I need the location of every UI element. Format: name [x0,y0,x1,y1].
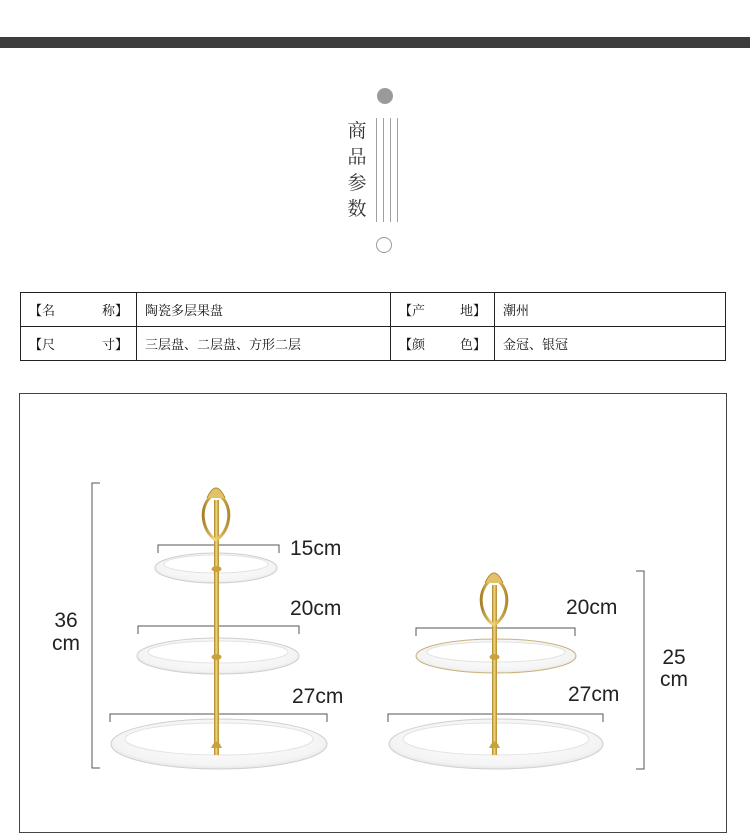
name-value: 陶瓷多层果盘 [137,293,391,327]
three-tier-stand [52,483,343,769]
two-tier-stand [388,571,688,769]
height-value-label: 25 [662,646,686,669]
name-label-right: 称】 [101,304,128,319]
size-value: 三层盘、二层盘、方形二层 [137,327,391,361]
origin-label-right: 地】 [459,304,486,319]
height-value-label: 36 [54,609,78,632]
top-plate-size-label: 20cm [566,596,618,619]
name-label-left: 【名 [29,304,56,319]
origin-label-left: 【产 [399,304,426,319]
bottom-plate-size-label: 27cm [292,685,344,708]
rod-knob [212,566,222,572]
size-label-right: 寸】 [101,338,128,353]
crown-ornament-icon [207,488,225,498]
middle-plate-size-label: 20cm [290,597,342,620]
rod-knob [212,654,222,660]
color-label-right: 色】 [459,338,486,353]
section-title: 商品参数 [347,120,367,220]
height-bracket [636,571,644,769]
origin-value: 潮州 [495,293,726,327]
top-plate-size-label: 15cm [290,537,342,560]
bottom-plate-size-label: 27cm [568,683,620,706]
gold-rod-front [214,545,219,755]
height-unit-label: cm [660,668,688,691]
size-label-left: 【尺 [29,338,56,353]
gold-rod-front [492,630,497,755]
height-bracket [92,483,100,768]
height-unit-label: cm [52,632,80,655]
color-label-left: 【颜 [399,338,426,353]
color-value: 金冠、银冠 [495,327,726,361]
crown-ornament-icon [485,573,503,583]
rod-knob [490,654,500,660]
